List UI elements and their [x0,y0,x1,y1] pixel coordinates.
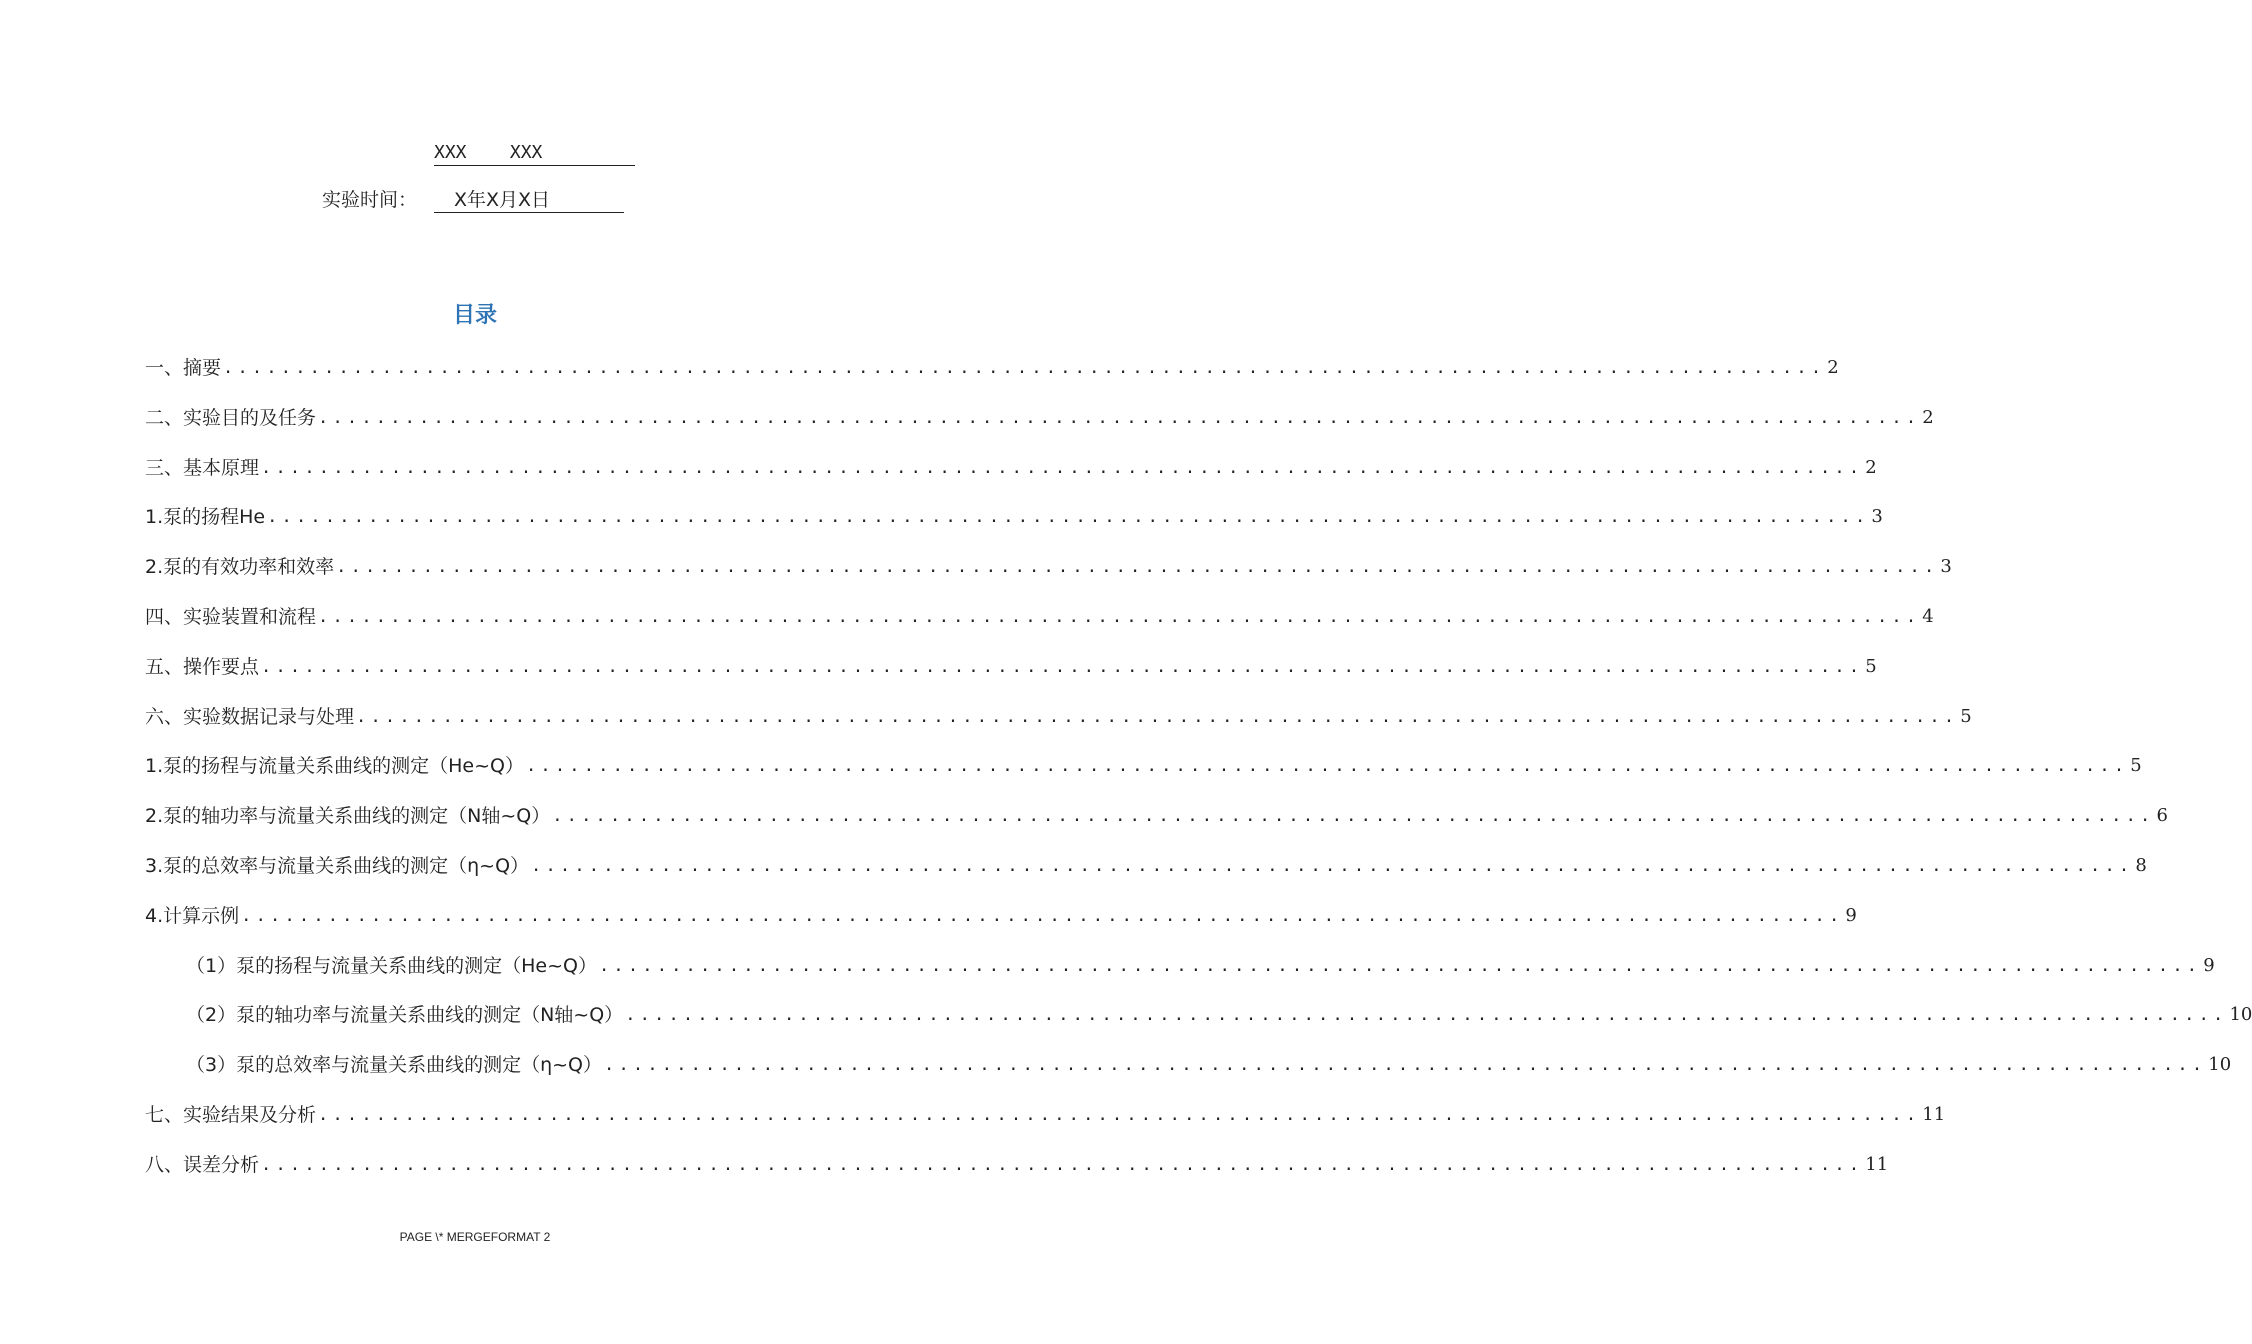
page-footer: PAGE \* MERGEFORMAT 2 [399,1230,551,1244]
author-names: XXX XXX [434,141,635,166]
toc-entry-title: （2）泵的轴功率与流量关系曲线的测定（N轴~Q） [186,1004,624,1027]
toc-dot-leader: ............................................................................................................... [356,706,1959,727]
toc-entry[interactable] [145,903,1857,953]
toc-entry-title: 二、实验目的及任务 [145,406,317,429]
toc-entry[interactable] [145,405,1934,455]
toc-entry-page-number: 11 [1865,1153,1889,1175]
toc-entry-page-number: 5 [2130,755,2142,777]
toc-dot-leader: ............................................................................................................... [318,606,1921,627]
toc-dot-leader: ............................................................................................................... [261,457,1864,478]
toc-dot-leader: ............................................................................................................... [261,656,1864,677]
toc-entry[interactable] [145,504,1883,554]
toc-entry-page-number: 2 [1865,456,1877,478]
toc-entry[interactable] [145,455,1877,505]
toc-entry-page-number: 8 [2135,854,2147,876]
toc-entry-page-number: 3 [1871,506,1883,528]
experiment-date-label: 实验时间： [322,189,418,211]
toc-entry-page-number: 2 [1827,357,1839,378]
toc-entry-page-number: 10 [2229,1004,2252,1026]
toc-entry-title: 4.计算示例 [145,904,240,927]
toc-entry-title: 八、误差分析 [145,1153,260,1176]
toc-dot-leader: ............................................................................................................... [604,1055,2207,1076]
toc-entry[interactable] [145,753,2142,803]
toc-dot-leader: ............................................................................................................... [552,806,2155,827]
toc-dot-leader: ............................................................................................................... [525,756,2129,777]
toc-entry[interactable] [145,704,1972,754]
toc-dot-leader: ............................................................................................................... [318,1104,1921,1125]
toc-entry-page-number: 2 [1922,406,1934,428]
toc-title: 目录 [452,303,497,328]
toc-entry[interactable] [145,604,1934,654]
toc-dot-leader: ............................................................................................................... [531,855,2134,876]
toc-dot-leader: ............................................................................................................... [267,507,1870,528]
toc-entry[interactable] [145,654,1877,704]
toc-entry[interactable] [145,803,2168,853]
toc-dot-leader: ............................................................................................................... [223,358,1826,378]
toc-dot-leader: ............................................................................................................... [318,407,1921,428]
toc-entry-title: 一、摘要 [145,357,222,379]
toc-entry[interactable] [145,1102,1946,1152]
toc-entry[interactable] [145,1152,1889,1202]
toc-entry[interactable] [145,1002,2252,1052]
toc-entry-title: （3）泵的总效率与流量关系曲线的测定（η~Q） [186,1054,603,1077]
toc-entry[interactable] [145,1052,2232,1102]
experiment-date-value: X年X月X日 [454,189,551,211]
toc-entry-title: 2.泵的有效功率和效率 [145,556,335,579]
toc-entry-page-number: 10 [2208,1054,2232,1076]
toc-entry-title: 3.泵的总效率与流量关系曲线的测定（η~Q） [145,854,530,877]
experiment-date-field [434,188,624,213]
toc-entry-page-number: 11 [1922,1103,1946,1125]
toc-entry-title: 六、实验数据记录与处理 [145,705,355,728]
toc-entry-page-number: 3 [1940,556,1952,578]
toc-entry[interactable] [145,355,1839,405]
toc-entry-title: 1.泵的扬程He [145,506,266,529]
toc-entry-title: 2.泵的轴功率与流量关系曲线的测定（N轴~Q） [145,805,551,828]
toc-dot-leader: ............................................................................................................... [241,905,1844,926]
toc-entry-title: 三、基本原理 [145,456,260,479]
toc-entry-title: 七、实验结果及分析 [145,1103,317,1126]
table-of-contents [145,355,2252,1202]
toc-entry-page-number: 9 [1845,904,1857,926]
toc-entry-title: 四、实验装置和流程 [145,605,317,628]
toc-entry-page-number: 5 [1865,655,1877,677]
toc-entry-page-number: 5 [1960,705,1972,727]
toc-dot-leader: ............................................................................................................... [598,955,2202,976]
toc-entry[interactable] [145,853,2147,903]
toc-dot-leader: ............................................................................................................... [625,1005,2228,1026]
toc-entry-title: （1）泵的扬程与流量关系曲线的测定（He~Q） [186,954,597,977]
toc-entry-title: 五、操作要点 [145,655,260,678]
toc-entry-page-number: 4 [1922,605,1934,627]
toc-entry-page-number: 6 [2156,805,2168,827]
toc-entry[interactable] [145,554,1952,604]
toc-entry-title: 1.泵的扬程与流量关系曲线的测定（He~Q） [145,755,524,778]
toc-dot-leader: ............................................................................................................... [261,1154,1864,1175]
toc-dot-leader: ............................................................................................................... [336,557,1939,578]
toc-entry[interactable] [145,953,2215,1003]
toc-entry-page-number: 9 [2203,954,2215,976]
